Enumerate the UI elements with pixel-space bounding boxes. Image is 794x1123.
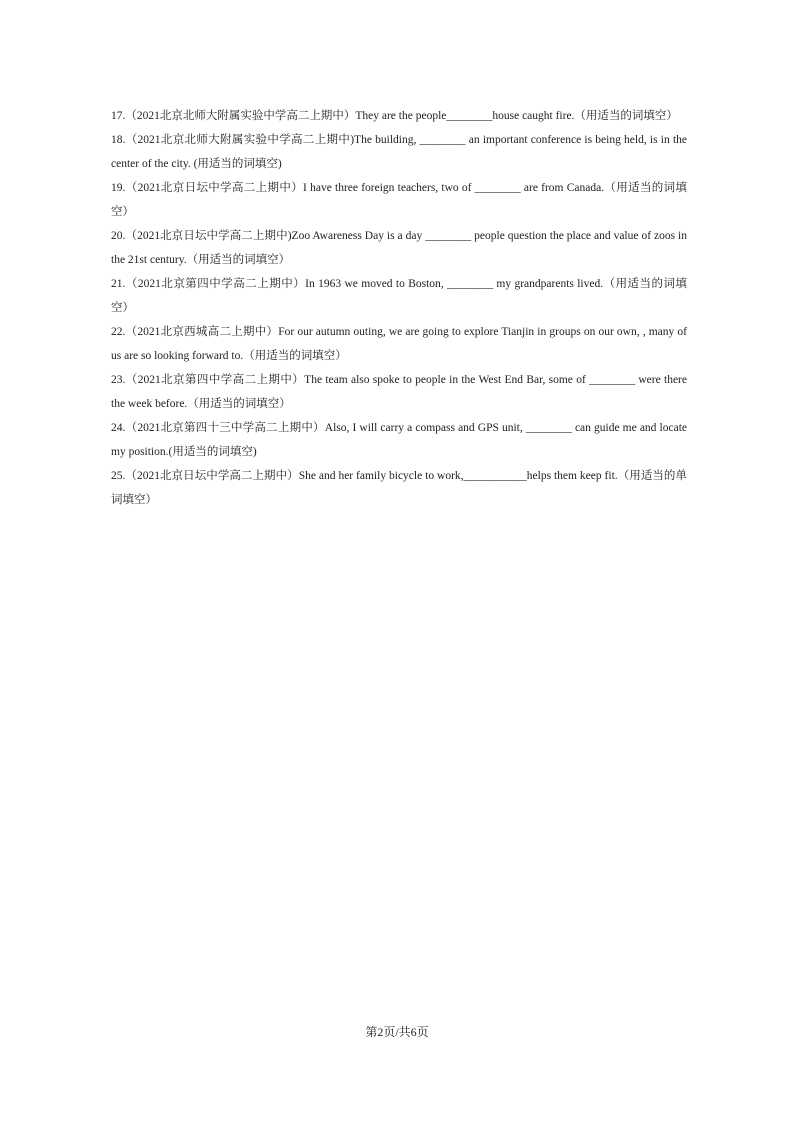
question-19: 19.（2021北京日坛中学高二上期中）I have three foreign teachers, two of ________ are from Canada.（用适当的词填空） — [111, 182, 687, 218]
question-17: 17.（2021北京北师大附属实验中学高二上期中）They are the people________house caught fire.（用适当的词填空） — [111, 110, 678, 122]
question-18: 18.（2021北京北师大附属实验中学高二上期中)The building, ________ an important conference is being held, is in the center of the city. (用适当的词填空) — [111, 134, 687, 170]
question-20: 20.（2021北京日坛中学高二上期中)Zoo Awareness Day is a day ________ people question the place and value of zoos in the 21st century.（用适当的词填空） — [111, 230, 687, 266]
page-number: 第2页/共6页 — [365, 1025, 429, 1039]
question-21: 21.（2021北京第四中学高二上期中）In 1963 we moved to Boston, ________ my grandparents lived.（用适当的词填空） — [111, 278, 687, 314]
question-25: 25.（2021北京日坛中学高二上期中）She and her family bicycle to work,___________helps them keep fit.（用适当的单词填空） — [111, 470, 687, 506]
question-list — [111, 104, 687, 512]
question-24: 24.（2021北京第四十三中学高二上期中）Also, I will carry a compass and GPS unit, ________ can guide me and locate my position.(用适当的词填空) — [111, 422, 687, 458]
question-23: 23.（2021北京第四中学高二上期中）The team also spoke to people in the West End Bar, some of ________ were there the week before.（用适当的词填空） — [111, 374, 687, 410]
question-22: 22.（2021北京西城高二上期中）For our autumn outing, we are going to explore Tianjin in groups on our own, , many of us are so looking forward to.（用适当的词填空） — [111, 326, 687, 362]
